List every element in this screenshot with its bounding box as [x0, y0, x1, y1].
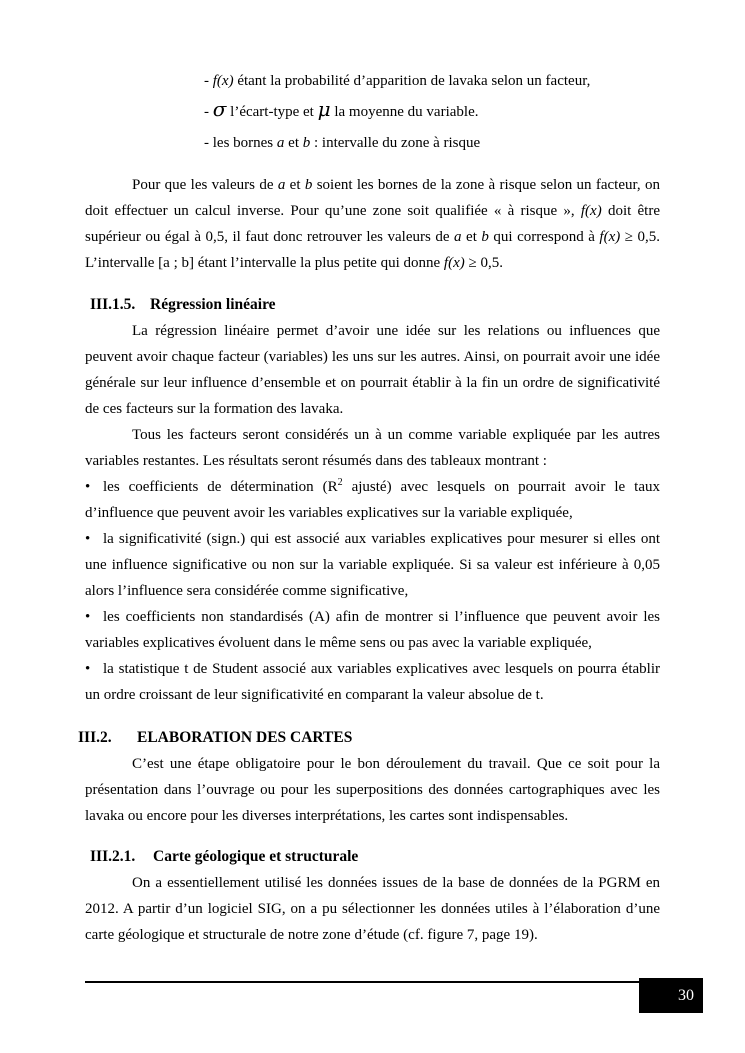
- section-number: III.1.5.: [90, 296, 136, 313]
- section-heading-cartes: [78, 725, 660, 751]
- bullet-coefficients-determination: • les coefficients de détermination ($R^2$ ajusté) avec lesquels on pourrait avoir le taux d’influence que peuvent avoir les variables explicatives sur la variable expliquée,: [85, 477, 660, 521]
- bullet-significativite: • la significativité (sign.) qui est associé aux variables explicatives pour mesurer si elles ont une influence significative ou non sur la variable expliquée. Si sa valeur est inférieure à 0,05 alors l’influence sera considérée comme significative,: [85, 531, 660, 599]
- section-title: Carte géologique et structurale: [153, 848, 359, 865]
- paragraph-regression-intro: La régression linéaire permet d’avoir une idée sur les relations ou influences que peuvent avoir chaque facteur (variables) les uns sur les autres. Ainsi, on pourrait avoir une idée générale sur leur influence d’ensemble et on pourrait établir à la fin un ordre de significativité de ces facteurs sur la formation des lavaka.: [85, 323, 660, 417]
- paragraph-facteurs: Tous les facteurs seront considérés un à un comme variable expliquée par les autres variables restantes. Les résultats seront résumés dans des tableaux montrant :: [85, 427, 660, 469]
- bullet-coefficients-non-standardises: • les coefficients non standardisés (A) afin de montrer si l’influence que peuvent avoir les variables explicatives évoluent dans le même sens ou pas avec la variable expliquée,: [85, 609, 660, 651]
- paragraph-bornes: Pour que les valeurs de a et b soient les bornes de la zone à risque selon un facteur, on doit effectuer un calcul inverse. Pour qu’une zone soit qualifiée « à risque », f(x) doit être supérieur ou égal à 0,5, il faut donc retrouver les valeurs de a et b qui correspond à f(x) ≥ 0,5. L’intervalle [a ; b] étant l’intervalle la plus petite qui donne f(x) ≥ 0,5.: [85, 177, 661, 271]
- paragraph-cartes-intro: C’est une étape obligatoire pour le bon déroulement du travail. Que ce soit pour la présentation dans l’ouvrage ou pour les superpositions des données cartographiques avec les lavaka ou encore pour les diverses interprétations, les cartes sont indispensables.: [85, 756, 660, 824]
- section-title: ELABORATION DES CARTES: [137, 729, 353, 746]
- bullet-statistique-t: • la statistique t de Student associé aux variables explicatives avec lesquels on pourra établir un ordre croissant de leur significativité en comparant la valeur absolue de t.: [85, 661, 660, 703]
- section-heading-regression: [90, 292, 660, 318]
- paragraph-geologique: On a essentiellement utilisé les données issues de la base de données de la PGRM en 2012. A partir d’un logiciel SIG, on a pu sélectionner les données utiles à l’élaboration d’une carte géologique et structurale de notre zone d’étude (cf. figure 7, page 19).: [85, 875, 660, 943]
- section-number: III.2.1.: [90, 848, 136, 865]
- definition-line-bornes: - les bornes a et b : intervalle du zone à risque: [204, 135, 481, 151]
- section-title: Régression linéaire: [150, 296, 276, 313]
- definition-line-fx: - f(x) étant la probabilité d’apparition de lavaka selon un facteur,: [204, 73, 591, 89]
- section-heading-carte-geologique: [90, 844, 660, 870]
- section-number: III.2.: [78, 729, 112, 746]
- page-number-badge: [639, 978, 703, 1013]
- footer-rule: [85, 981, 639, 983]
- page-number: 30: [678, 986, 694, 1004]
- definition-line-sigma-mu: - σ l’écart-type et μ la moyenne du variable.: [204, 97, 479, 121]
- page-body-text: [78, 68, 661, 948]
